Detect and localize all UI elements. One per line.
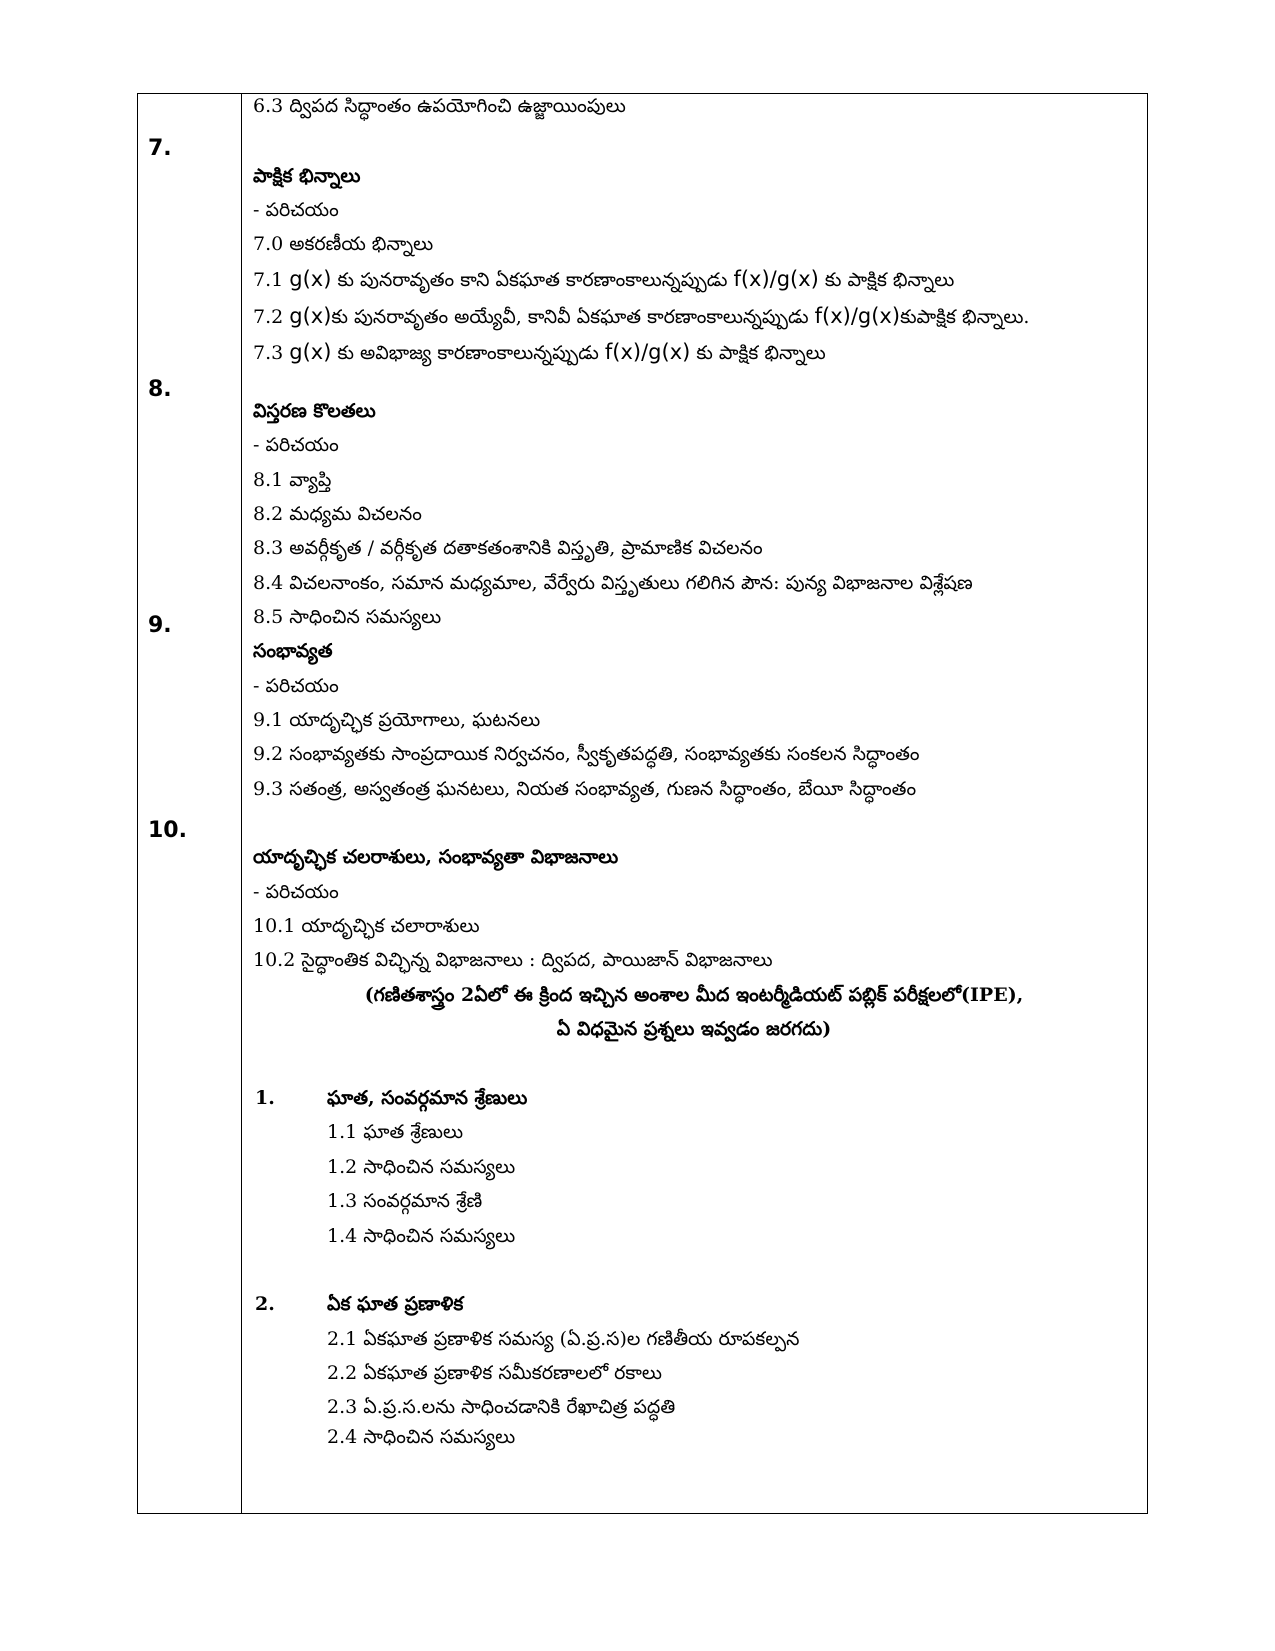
topic-9-3: 9.3 సతంత్ర, అస్వతంత్ర ఘనటలు, నియత సంభావ్యత, గుణన సిద్ధాంతం, బేయీ సిద్ధాంతం [253,778,917,800]
excluded-topic-1-3: 1.3 సంవర్గమాన శ్రేణి [327,1190,483,1212]
unit-8-title: విస్తరణ కొలతలు [253,400,376,422]
topic-7-3-end: కు పాక్షిక భిన్నాలు [690,342,826,364]
unit-8-intro: - పరిచయం [253,434,339,456]
excluded-section-1-number: 1. [255,1087,275,1109]
topic-7-3-fx: f(x)/g(x) [604,340,691,364]
topic-6-3: 6.3 ద్విపద సిద్ధాంతం ఉపయోగించి ఉజ్జాయింపులు [253,95,626,117]
topic-7-1-fx: f(x)/g(x) [733,267,819,291]
topic-7-2-text: కు పునరావృతం అయ్యేవీ, కానివీ ఏకఘాత కారణాంకాలున్నప్పుడు [331,306,815,328]
topic-7-3-gx: g(x) [289,340,332,364]
topic-10-1: 10.1 యాదృచ్ఛిక చలారాశులు [253,915,480,937]
exclusion-note-line-1: (గణితశాస్త్రం 2ఏలో ఈ క్రింద ఇచ్చిన అంశాల మీద ఇంటర్మీడియట్ పబ్లిక్ పరీక్షలలో(IPE), [364,984,1024,1006]
unit-7-intro: - పరిచయం [253,199,339,221]
excluded-topic-2-4: 2.4 సాధించిన సమస్యలు [327,1426,516,1448]
topic-7-2-fx: f(x)/g(x) [814,304,901,328]
excluded-section-1-title: ఘాత, సంవర్గమాన శ్రేణులు [327,1087,528,1109]
topic-7-2-gx: g(x) [289,304,332,328]
topic-8-2: 8.2 మధ్యమ విచలనం [253,503,422,525]
topic-9-2: 9.2 సంభావ్యతకు సాంప్రదాయిక నిర్వచనం, స్వీకృతపద్ధతి, సంభావ్యతకు సంకలన సిద్ధాంతం [253,743,920,765]
excluded-topic-2-2: 2.2 ఏకఘాత ప్రణాళిక సమీకరణాలలో రకాలు [327,1362,662,1384]
excluded-topic-1-1: 1.1 ఘాత శ్రేణులు [327,1121,464,1143]
unit-number-9: 9. [148,613,172,638]
unit-number-7: 7. [148,136,172,161]
topic-7-1-end: కు పాక్షిక భిన్నాలు [818,269,955,291]
excluded-topic-1-4: 1.4 సాధించిన సమస్యలు [327,1225,516,1247]
excluded-topic-1-2: 1.2 సాధించిన సమస్యలు [327,1156,516,1178]
topic-7-3-text: కు అవిభాజ్య కారణాంకాలున్నప్పుడు [331,342,605,364]
unit-10-title: యాదృచ్ఛిక చలరాశులు, సంభావ్యతా విభాజనాలు [253,846,619,868]
excluded-topic-2-3: 2.3 ఏ.ప్ర.స.లను సాధించడానికి రేఖాచిత్ర పద్ధతి [327,1396,676,1418]
excluded-topic-2-1: 2.1 ఏకఘాత ప్రణాళిక సమస్య (ఏ.ప్ర.స)ల గణితీయ రూపకల్పన [327,1328,800,1350]
unit-number-10: 10. [148,818,187,843]
topic-7-2-end: కుపాక్షిక భిన్నాలు. [900,306,1030,328]
excluded-section-2-title: ఏక ఘాత ప్రణాళిక [327,1293,464,1315]
unit-7-title: పాక్షిక భిన్నాలు [253,165,361,187]
topic-8-1: 8.1 వ్యాప్తి [253,469,332,491]
topic-7-2-number: 7.2 [253,306,290,328]
exclusion-note-line-2: ఏ విధమైన ప్రశ్నలు ఇవ్వడం జరగదు) [556,1018,832,1040]
excluded-section-2-number: 2. [255,1293,275,1315]
topic-7-0: 7.0 అకరణీయ భిన్నాలు [253,233,434,255]
topic-7-3 [253,340,826,365]
syllabus-table [137,93,1148,1514]
topic-7-2 [253,304,1029,329]
unit-number-8: 8. [148,377,172,402]
unit-9-intro: - పరిచయం [253,675,339,697]
unit-10-intro: - పరిచయం [253,881,339,903]
topic-8-4: 8.4 విచలనాంకం, సమాన మధ్యమాల, వేర్వేరు విస్తృతులు గలిగిన పౌన: పున్య విభాజనాల విశ్లేషణ [253,572,973,594]
topic-7-1-number: 7.1 [253,269,290,291]
topic-7-1-gx: g(x) [289,267,332,291]
topic-9-1: 9.1 యాదృచ్ఛిక ప్రయోగాలు, ఘటనలు [253,709,541,731]
topic-8-5: 8.5 సాధించిన సమస్యలు [253,606,442,628]
column-divider [241,94,242,1513]
topic-8-3: 8.3 అవర్గీకృత / వర్గీకృత దతాకతంశానికి విస్తృతి, ప్రామాణిక విచలనం [253,537,763,559]
unit-9-title: సంభావ్యత [253,640,333,662]
topic-10-2: 10.2 సైద్ధాంతిక విచ్ఛిన్న విభాజనాలు : ద్విపద, పాయిజాన్ విభాజనాలు [253,949,773,971]
topic-7-1 [253,267,954,292]
topic-7-3-number: 7.3 [253,342,290,364]
topic-7-1-text: కు పునరావృతం కాని ఏకఘాత కారణాంకాలున్నప్పుడు [331,269,734,291]
